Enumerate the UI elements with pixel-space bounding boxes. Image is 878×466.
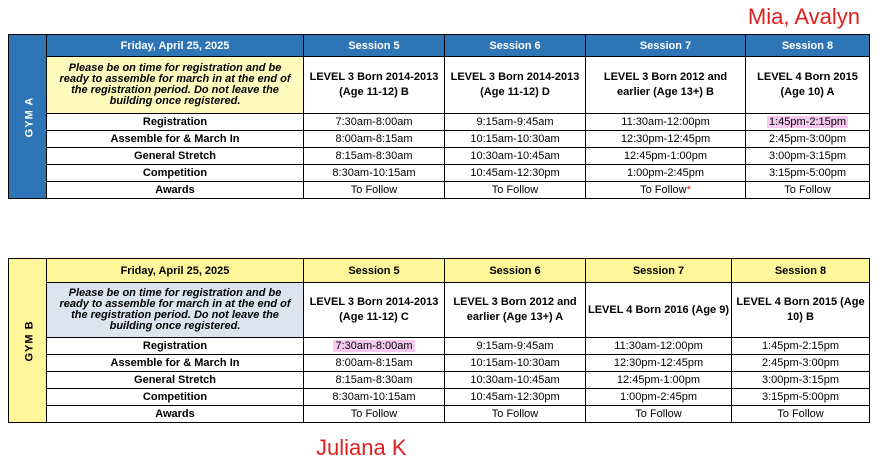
time-cell: 1:45pm-2:15pm	[732, 338, 870, 355]
gym-b-schedule-table	[8, 258, 870, 423]
time-cell: 10:45am-12:30pm	[445, 165, 586, 182]
row-label: Awards	[47, 406, 304, 423]
row-label: Registration	[47, 114, 304, 131]
time-cell: To Follow	[586, 406, 732, 423]
session-level: LEVEL 3 Born 2012 and earlier (Age 13+) B	[586, 57, 746, 114]
time-cell: 12:30pm-12:45pm	[586, 131, 746, 148]
time-cell: 3:00pm-3:15pm	[732, 372, 870, 389]
note-top-right: Mia, Avalyn	[747, 4, 860, 29]
row-label: Assemble for & March In	[47, 131, 304, 148]
table-row	[9, 114, 870, 131]
session-header: Session 6	[445, 259, 586, 283]
table-row	[9, 406, 870, 423]
time-cell: 11:30am-12:00pm	[586, 114, 746, 131]
time-cell: To Follow	[746, 182, 870, 199]
row-label: Awards	[47, 182, 304, 199]
session-header: Session 8	[732, 259, 870, 283]
time-cell: 8:15am-8:30am	[304, 148, 445, 165]
time-cell: 7:30am-8:00am	[304, 114, 445, 131]
time-cell: 8:00am-8:15am	[304, 355, 445, 372]
session-header: Session 6	[445, 35, 586, 57]
date-header: Friday, April 25, 2025	[47, 259, 304, 283]
instructions-note: Please be on time for registration and be ready to assemble for march in at the end of the registration period. Do not leave the building once registered.	[47, 57, 304, 114]
row-label: Assemble for & March In	[47, 355, 304, 372]
time-cell: 1:00pm-2:45pm	[586, 389, 732, 406]
time-cell: To Follow	[732, 406, 870, 423]
session-level: LEVEL 4 Born 2015 (Age 10) A	[746, 57, 870, 114]
time-cell: 12:30pm-12:45pm	[586, 355, 732, 372]
gym-label: GYM A	[9, 35, 47, 199]
session-header: Session 7	[586, 35, 746, 57]
time-cell: 1:00pm-2:45pm	[586, 165, 746, 182]
time-cell: 12:45pm-1:00pm	[586, 148, 746, 165]
row-label: Registration	[47, 338, 304, 355]
session-level: LEVEL 4 Born 2015 (Age 10) B	[732, 283, 870, 338]
row-label: Competition	[47, 389, 304, 406]
time-cell: 10:45am-12:30pm	[445, 389, 586, 406]
table-row	[9, 165, 870, 182]
table-row	[9, 389, 870, 406]
table-row	[9, 372, 870, 389]
table-row	[9, 148, 870, 165]
time-cell: 10:30am-10:45am	[445, 372, 586, 389]
session-level: LEVEL 3 Born 2012 and earlier (Age 13+) A	[445, 283, 586, 338]
time-cell: 3:15pm-5:00pm	[746, 165, 870, 182]
table-row	[9, 131, 870, 148]
time-cell	[746, 114, 870, 131]
time-cell: 12:45pm-1:00pm	[586, 372, 732, 389]
session-level: LEVEL 3 Born 2014-2013 (Age 11-12) C	[304, 283, 445, 338]
time-cell: 8:30am-10:15am	[304, 389, 445, 406]
time-cell: 10:15am-10:30am	[445, 131, 586, 148]
instructions-note: Please be on time for registration and be ready to assemble for march in at the end of the registration period. Do not leave the building once registered.	[47, 283, 304, 338]
gym-label: GYM B	[9, 259, 47, 423]
row-label: General Stretch	[47, 372, 304, 389]
session-header: Session 5	[304, 35, 445, 57]
date-header: Friday, April 25, 2025	[47, 35, 304, 57]
table-row	[9, 338, 870, 355]
time-cell	[586, 182, 746, 199]
row-label: Competition	[47, 165, 304, 182]
highlighted-time: 1:45pm-2:15pm	[768, 116, 847, 128]
note-bottom: Juliana K	[316, 435, 407, 460]
time-cell: To Follow	[445, 182, 586, 199]
table-row	[9, 182, 870, 199]
session-level: LEVEL 4 Born 2016 (Age 9)	[586, 283, 732, 338]
time-cell: To Follow	[304, 406, 445, 423]
time-cell: 2:45pm-3:00pm	[732, 355, 870, 372]
session-level: LEVEL 3 Born 2014-2013 (Age 11-12) D	[445, 57, 586, 114]
session-header: Session 5	[304, 259, 445, 283]
time-cell: 8:00am-8:15am	[304, 131, 445, 148]
time-cell: 9:15am-9:45am	[445, 114, 586, 131]
time-cell: To Follow	[445, 406, 586, 423]
awards-text: To Follow	[640, 184, 687, 196]
time-cell: To Follow	[304, 182, 445, 199]
row-label: General Stretch	[47, 148, 304, 165]
session-header: Session 8	[746, 35, 870, 57]
session-header: Session 7	[586, 259, 732, 283]
highlighted-time: 7:30am-8:00am	[335, 340, 413, 352]
time-cell: 10:15am-10:30am	[445, 355, 586, 372]
time-cell: 2:45pm-3:00pm	[746, 131, 870, 148]
time-cell: 11:30am-12:00pm	[586, 338, 732, 355]
time-cell: 3:00pm-3:15pm	[746, 148, 870, 165]
gym-a-schedule-table	[8, 34, 870, 199]
time-cell: 3:15pm-5:00pm	[732, 389, 870, 406]
time-cell: 10:30am-10:45am	[445, 148, 586, 165]
session-level: LEVEL 3 Born 2014-2013 (Age 11-12) B	[304, 57, 445, 114]
asterisk-mark: *	[686, 184, 691, 196]
time-cell: 8:15am-8:30am	[304, 372, 445, 389]
time-cell	[304, 338, 445, 355]
time-cell: 9:15am-9:45am	[445, 338, 586, 355]
time-cell: 8:30am-10:15am	[304, 165, 445, 182]
table-row	[9, 355, 870, 372]
